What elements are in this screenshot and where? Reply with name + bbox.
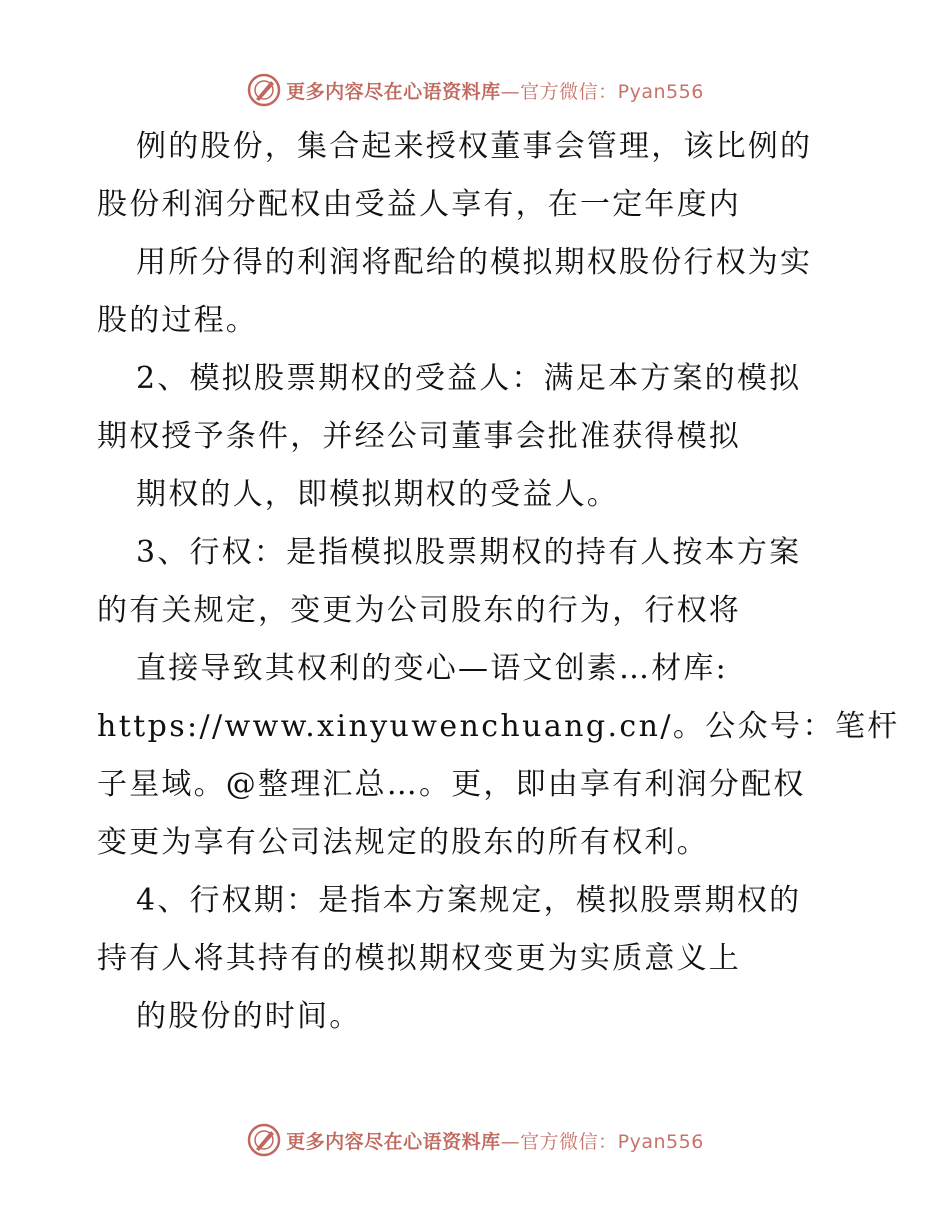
pen-circle-logo-icon — [246, 1122, 282, 1158]
paragraph-line: 直接导致其权利的变心—语文创素…材库: — [136, 651, 728, 686]
paragraph-line: 的股份的时间。 — [136, 999, 362, 1034]
pen-circle-logo-icon — [246, 72, 282, 108]
paragraph-line: 股的过程。 — [97, 303, 258, 338]
header-banner — [0, 70, 950, 110]
banner-text: 更多内容尽在心语资料库—官方微信：Pyan556 — [286, 80, 704, 103]
banner-text: 更多内容尽在心语资料库—官方微信：Pyan556 — [286, 1130, 704, 1153]
paragraph-line: 变更为享有公司法规定的股东的所有权利。 — [97, 825, 709, 860]
footer-banner — [0, 1120, 950, 1160]
document-body — [97, 118, 900, 1046]
paragraph-line-url: https://www.xinyuwenchuang.cn/。公众号：笔杆 — [97, 709, 900, 744]
paragraph-line: 3、行权：是指模拟股票期权的持有人按本方案 — [136, 535, 802, 570]
paragraph-line: 用所分得的利润将配给的模拟期权股份行权为实 — [136, 245, 813, 280]
paragraph-line: 子星域。@整理汇总…。更，即由享有利润分配权 — [97, 767, 806, 802]
paragraph-line: 持有人将其持有的模拟期权变更为实质意义上 — [97, 941, 741, 976]
paragraph-line: 的有关规定，变更为公司股东的行为，行权将 — [97, 593, 741, 628]
paragraph-line: 期权授予条件，并经公司董事会批准获得模拟 — [97, 419, 741, 454]
paragraph-line: 4、行权期：是指本方案规定，模拟股票期权的 — [136, 883, 802, 918]
paragraph-line: 例的股份，集合起来授权董事会管理，该比例的 — [136, 129, 813, 164]
paragraph-line: 股份利润分配权由受益人享有，在一定年度内 — [97, 187, 741, 222]
paragraph-line: 2、模拟股票期权的受益人：满足本方案的模拟 — [136, 361, 802, 396]
paragraph-line: 期权的人，即模拟期权的受益人。 — [136, 477, 619, 512]
